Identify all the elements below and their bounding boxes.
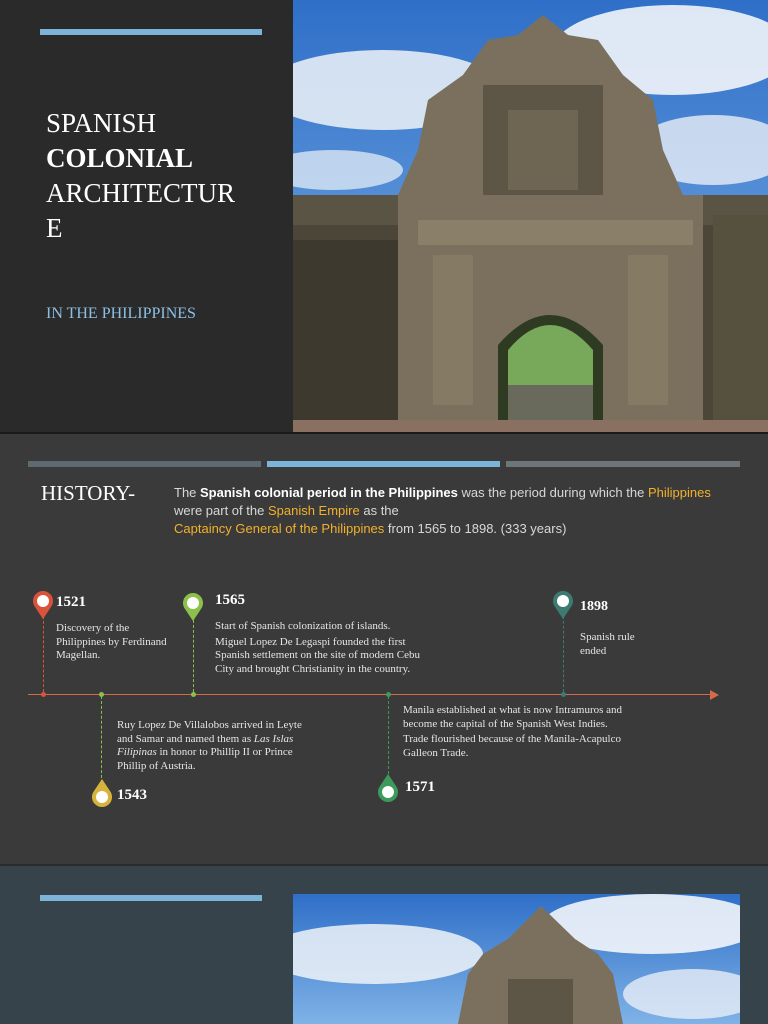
timeline-connector-1521 (43, 616, 44, 692)
timeline-connector-1571 (388, 696, 389, 774)
fort-santiago-gate-photo (293, 0, 768, 432)
map-pin-icon-1898 (551, 590, 575, 620)
desc-1521: Discovery of the Philippines by Ferdinand Magellan. (56, 622, 167, 661)
title-slide (0, 0, 768, 432)
history-heading: HISTORY- (41, 481, 136, 505)
desc-1543: Ruy Lopez De Villalobos arrived in Leyte and Samar and named them as Las Islas Filipinas in honor to Phillip II or Prince Phillip of Austria. (117, 719, 302, 772)
slide-subtitle: IN THE PHILIPPINES (46, 305, 196, 322)
timeline-dot-1565 (191, 692, 196, 697)
history-slide (0, 434, 768, 864)
section-tab-3 (506, 461, 740, 467)
timeline-arrow-icon (710, 690, 719, 700)
timeline-connector-1565 (193, 620, 194, 692)
accent-bar (40, 29, 262, 35)
spanish-empire-link[interactable]: Spanish Empire (267, 503, 360, 518)
history-paragraph: The Spanish colonial period in the Philippines was the period during which the Philippines were part of the Spanish Empire as the Captaincy General of the Philippines from 1565 to 1898. (333 years) (174, 485, 711, 536)
year-1565: 1565 (215, 592, 245, 608)
title-line-4: E (46, 213, 63, 243)
map-pin-icon-1543 (90, 778, 114, 808)
fort-santiago-gate-photo-2 (293, 894, 740, 1024)
title-line-3: ARCHITECTUR (46, 178, 235, 208)
timeline-axis (28, 694, 712, 695)
section-tab-2 (267, 461, 500, 467)
desc-1565: Start of Spanish colonization of islands. Miguel Lopez De Legaspi founded the first Spanish settlement on the site of modern Cebu City and brought Christianity in the country. (215, 620, 420, 675)
desc-1571: Manila established at what is now Intramuros and become the capital of the Spanish West Indies. Trade flourished because of the Manila-Acapulco Galleon Trade. (403, 704, 623, 759)
philippines-link[interactable]: Philippines (647, 485, 711, 500)
map-pin-icon-1571 (376, 773, 400, 803)
title-line-2: COLONIAL (46, 143, 194, 173)
map-pin-icon-1565 (181, 592, 205, 622)
section-tabs (28, 461, 740, 467)
timeline-connector-1898 (563, 616, 564, 692)
timeline-connector-1543 (101, 696, 102, 778)
map-pin-icon-1521 (31, 590, 55, 620)
year-1543: 1543 (117, 787, 147, 803)
year-1571: 1571 (405, 779, 435, 795)
captaincy-general-link[interactable]: Captaincy General of the Philippines (174, 521, 385, 536)
desc-1898: Spanish rule ended (580, 631, 635, 657)
accent-bar-2 (40, 895, 262, 901)
timeline-dot-1898 (561, 692, 566, 697)
timeline-dot-1521 (41, 692, 46, 697)
year-1521: 1521 (56, 594, 86, 610)
section-tab-1 (28, 461, 261, 467)
year-1898: 1898 (580, 599, 608, 614)
slide-title (46, 106, 266, 246)
title-line-1: SPANISH (46, 108, 157, 138)
